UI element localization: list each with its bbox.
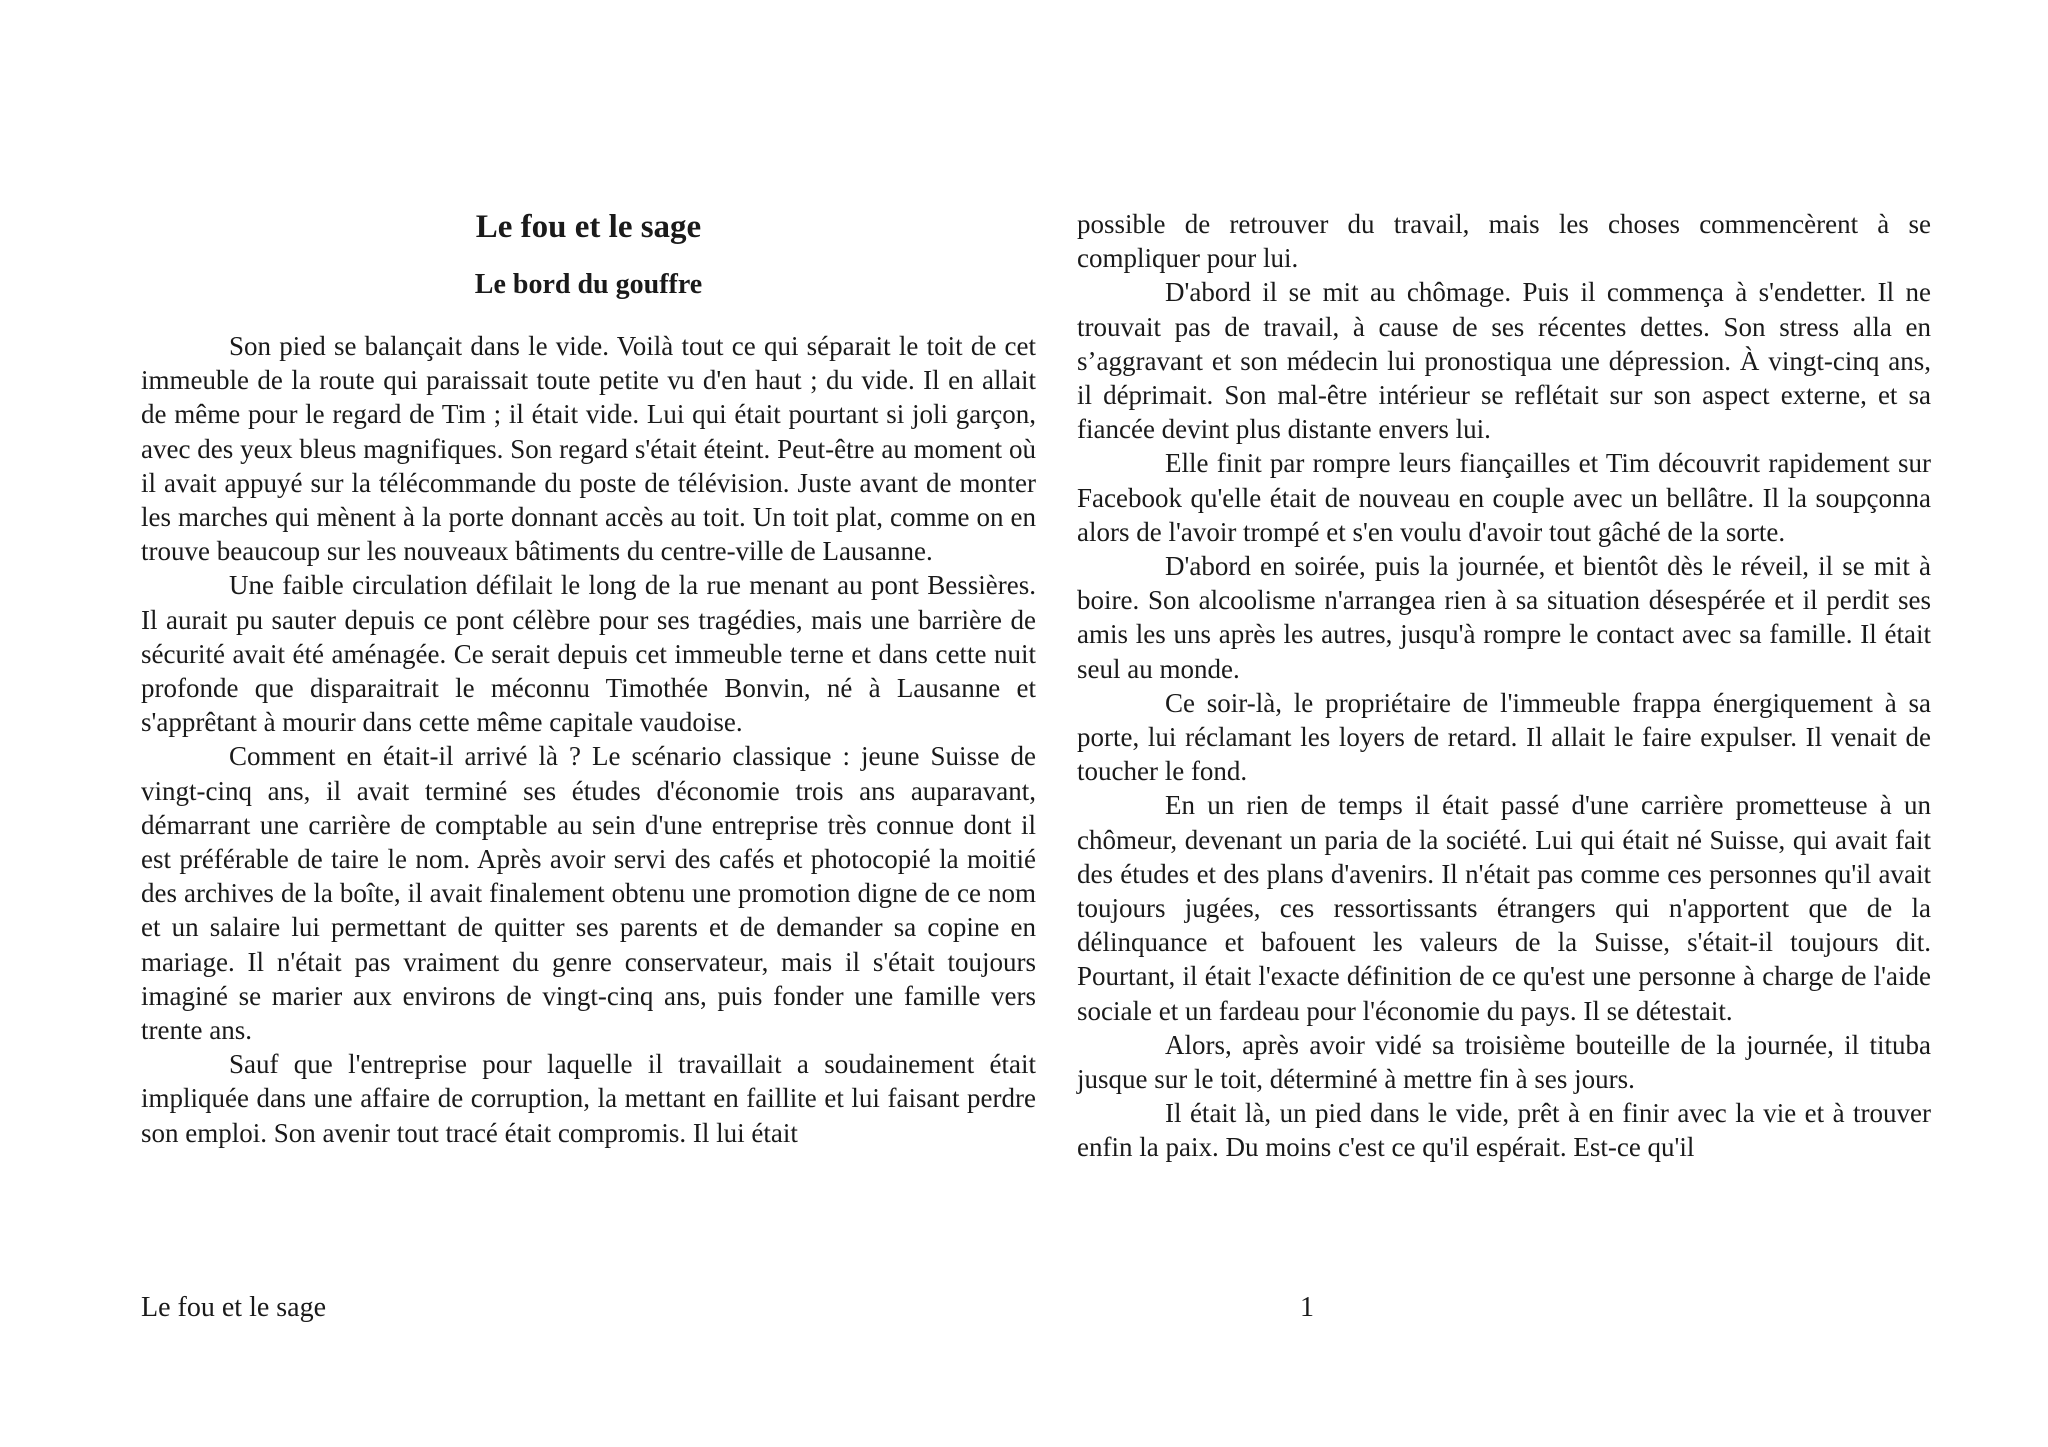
footer-page-number: 1 [1300,1292,1314,1323]
document-title: Le fou et le sage [475,209,702,245]
left-column [141,205,1036,1150]
paragraph: D'abord en soirée, puis la journée, et bientôt dès le réveil, il se mit à boire. Son alcoolisme n'arrangea rien à sa situation désespérée et il perdit ses amis les uns après les autres, jusqu'à rompre le contact avec sa famille. Il était seul au monde. [1077,551,1931,684]
paragraph: Ce soir-là, le propriétaire de l'immeuble frappa énergiquement à sa porte, lui réclamant les loyers de retard. Il allait le faire expulser. Il venait de toucher le fond. [1077,687,1931,787]
paragraph: En un rien de temps il était passé d'une carrière prometteuse à un chômeur, devenant un paria de la société. Lui qui était né Suisse, qui avait fait des études et des plans d'avenirs. Il n'était pas comme ces personnes qu'il avait toujours jugées, ces ressortissants étrangers qui n'apportent que de la délinquance et bafouent les valeurs de la Suisse, s'était-il toujours dit. Pourtant, il était l'exacte définition de ce qu'est une personne à charge de l'aide sociale et un fardeau pour l'économie du pays. Il se détestait. [1077,790,1931,1026]
paragraph: Son pied se balançait dans le vide. Voilà tout ce qui séparait le toit de cet immeuble de la route qui paraissait toute petite vu d'en haut ; du vide. Il en allait de même pour le regard de Tim ; il était vide. Lui qui était pourtant si joli garçon, avec des yeux bleus magnifiques. Son regard s'était éteint. Peut-être au moment où il avait appuyé sur la télécommande du poste de télévision. Juste avant de monter les marches qui mènent à la porte donnant accès au toit. Un toit plat, comme on en trouve beaucoup sur les nouveaux bâtiments du centre-ville de Lausanne. [141,331,1036,567]
paragraph: Une faible circulation défilait le long de la rue menant au pont Bessières. Il aurait pu sauter depuis ce pont célèbre pour ses tragédies, mais une barrière de sécurité avait été aménagée. Ce serait depuis cet immeuble terne et dans cette nuit profonde que disparaitrait le méconnu Timothée Bonvin, né à Lausanne et s'apprêtant à mourir dans cette même capitale vaudoise. [141,570,1036,738]
paragraph-continuation: possible de retrouver du travail, mais les choses commencèrent à se compliquer pour lui. [1077,209,1931,274]
paragraph: D'abord il se mit au chômage. Puis il commença à s'endetter. Il ne trouvait pas de travail, à cause de ses récentes dettes. Son stress alla en s’aggravant et son médecin lui pronostiqua une dépression. À vingt-cinq ans, il déprimait. Son mal-être intérieur se reflétait sur son aspect externe, et sa fiancée devint plus distante envers lui. [1077,277,1931,445]
paragraph: Il était là, un pied dans le vide, prêt à en finir avec la vie et à trouver enfin la paix. Du moins c'est ce qu'il espérait. Est-ce qu'il [1077,1098,1931,1163]
chapter-subtitle: Le bord du gouffre [474,269,703,300]
right-column [1077,207,1931,1165]
paragraph: Elle finit par rompre leurs fiançailles et Tim découvrit rapidement sur Facebook qu'elle était de nouveau en couple avec un bellâtre. Il la soupçonna alors de l'avoir trompé et s'en voulu d'avoir tout gâché de la sorte. [1077,448,1931,547]
paragraph: Sauf que l'entreprise pour laquelle il travaillait a soudainement était impliquée dans une affaire de corruption, la mettant en faillite et lui faisant perdre son emploi. Son avenir tout tracé était compromis. Il lui était [141,1049,1036,1148]
paragraph: Comment en était-il arrivé là ? Le scénario classique : jeune Suisse de vingt-cinq ans, il avait terminé ses études d'économie trois ans auparavant, démarrant une carrière de comptable au sein d'une entreprise très connue dont il est préférable de taire le nom. Après avoir servi des cafés et photocopié la moitié des archives de la boîte, il avait finalement obtenu une promotion digne de ce nom et un salaire lui permettant de quitter ses parents et de demander sa copine en mariage. Il n'était pas vraiment du genre conservateur, mais il s'était toujours imaginé se marier aux environs de vingt-cinq ans, puis fonder une famille vers trente ans. [141,741,1036,1046]
paragraph: Alors, après avoir vidé sa troisième bouteille de la journée, il tituba jusque sur le toit, déterminé à mettre fin à ses jours. [1077,1029,1931,1095]
footer-book-title: Le fou et le sage [141,1292,327,1323]
